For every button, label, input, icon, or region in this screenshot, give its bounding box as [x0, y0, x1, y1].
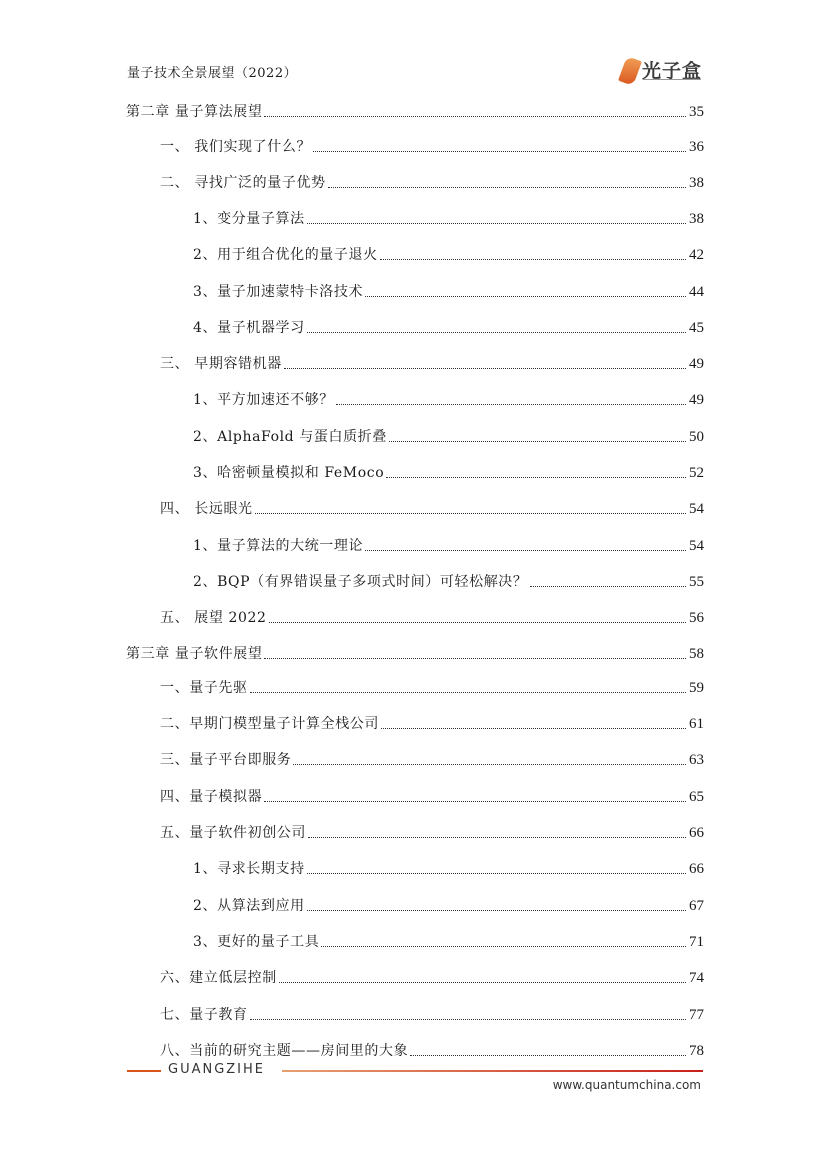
toc-entry[interactable] [160, 353, 704, 373]
toc-entry-label: 二、早期门模型量子计算全栈公司 [160, 716, 379, 732]
toc-entry-label: 1、平方加速还不够？ [193, 392, 334, 408]
toc-entry-page: 50 [689, 429, 704, 445]
toc-leader [389, 441, 686, 442]
toc-entry-page: 38 [689, 175, 704, 191]
toc-entry[interactable] [160, 172, 704, 192]
toc-entry[interactable] [193, 208, 704, 228]
toc-entry-label: 3、量子加速蒙特卡洛技术 [193, 284, 364, 300]
toc-entry-page: 44 [689, 284, 704, 300]
document-header-title: 量子技术全景展望（2022） [127, 66, 298, 81]
toc-entry[interactable] [193, 858, 704, 878]
toc-entry-page: 71 [689, 934, 704, 950]
toc-leader [264, 801, 686, 802]
toc-entry-label: 三、量子平台即服务 [160, 752, 292, 768]
toc-entry[interactable] [160, 607, 704, 627]
toc-entry-label: 二、 寻找广泛的量子优势 [160, 175, 326, 191]
toc-entry-label: 第二章 量子算法展望 [126, 104, 263, 120]
toc-entry[interactable] [160, 786, 704, 806]
toc-leader [410, 1055, 686, 1056]
footer-website-link[interactable]: www.quantumchina.com [552, 1078, 701, 1092]
toc-entry-page: 38 [689, 211, 704, 227]
toc-entry-page: 67 [689, 898, 704, 914]
toc-entry-page: 74 [689, 970, 704, 986]
toc-entry-label: 1、变分量子算法 [193, 211, 305, 227]
toc-entry[interactable] [160, 1004, 704, 1024]
footer-accent-line-left [127, 1070, 161, 1072]
toc-leader [381, 728, 686, 729]
brand-logo [622, 56, 704, 88]
toc-leader [250, 1019, 686, 1020]
toc-entry-label: 一、量子先驱 [160, 680, 248, 696]
toc-leader [307, 910, 686, 911]
toc-entry-page: 56 [689, 610, 704, 626]
toc-entry[interactable] [193, 931, 704, 951]
toc-entry-label: 3、哈密顿量模拟和 FeMoco [193, 465, 385, 481]
toc-entry-page: 36 [689, 139, 704, 155]
toc-entry-label: 2、AlphaFold 与蛋白质折叠 [193, 429, 387, 445]
toc-entry-label: 1、寻求长期支持 [193, 861, 305, 877]
toc-leader [307, 873, 686, 874]
toc-entry-page: 59 [689, 680, 704, 696]
toc-leader [336, 404, 686, 405]
toc-entry-page: 52 [689, 465, 704, 481]
footer-brand: GUANGZIHE [168, 1062, 266, 1077]
toc-entry[interactable] [193, 389, 704, 409]
toc-entry[interactable] [160, 967, 704, 987]
toc-leader [365, 550, 686, 551]
toc-leader [313, 151, 686, 152]
toc-entry[interactable] [193, 426, 704, 446]
toc-leader [530, 586, 687, 587]
toc-entry-page: 49 [689, 392, 704, 408]
toc-entry-label: 五、 展望 2022 [160, 610, 267, 626]
toc-entry-label: 四、量子模拟器 [160, 789, 263, 805]
toc-leader [264, 658, 686, 659]
toc-entry-label: 2、从算法到应用 [193, 898, 305, 914]
toc-entry-page: 55 [689, 574, 704, 590]
toc-entry-page: 77 [689, 1007, 704, 1023]
toc-entry[interactable] [193, 535, 704, 555]
toc-entry-label: 三、 早期容错机器 [160, 356, 282, 372]
toc-leader [269, 622, 686, 623]
toc-entry-page: 65 [689, 789, 704, 805]
toc-entry-label: 2、用于组合优化的量子退火 [193, 247, 378, 263]
toc-entry-page: 54 [689, 538, 704, 554]
toc-leader [321, 946, 686, 947]
toc-entry[interactable] [193, 244, 704, 264]
toc-entry-label: 1、量子算法的大统一理论 [193, 538, 364, 554]
toc-leader [279, 982, 686, 983]
toc-entry[interactable] [193, 571, 704, 591]
toc-entry-label: 一、 我们实现了什么？ [160, 139, 312, 155]
toc-entry-label: 2、BQP（有界错误量子多项式时间）可轻松解决？ [193, 574, 528, 590]
toc-leader [255, 513, 686, 514]
toc-leader [284, 368, 686, 369]
toc-entry[interactable] [193, 281, 704, 301]
toc-entry[interactable] [160, 136, 704, 156]
toc-entry-page: 61 [689, 716, 704, 732]
toc-entry[interactable] [160, 1040, 704, 1060]
toc-entry-page: 49 [689, 356, 704, 372]
logo-underline [643, 79, 701, 82]
toc-entry[interactable] [160, 498, 704, 518]
logo-text: 光子盒 [642, 60, 703, 82]
toc-entry-label: 五、量子软件初创公司 [160, 825, 306, 841]
toc-leader [380, 259, 686, 260]
toc-entry-page: 45 [689, 320, 704, 336]
toc-entry[interactable] [160, 713, 704, 733]
toc-entry-label: 七、量子教育 [160, 1007, 248, 1023]
footer-accent-line-right [282, 1070, 703, 1072]
toc-entry-label: 四、 长远眼光 [160, 501, 253, 517]
toc-entry-page: 66 [689, 825, 704, 841]
toc-entry-page: 54 [689, 501, 704, 517]
toc-entry-page: 66 [689, 861, 704, 877]
toc-entry[interactable] [160, 677, 704, 697]
toc-leader [250, 692, 686, 693]
toc-leader [293, 764, 686, 765]
toc-entry-page: 35 [689, 104, 704, 120]
toc-entry-label: 3、更好的量子工具 [193, 934, 320, 950]
toc-entry-chapter-3[interactable] [126, 643, 704, 663]
toc-leader [386, 477, 686, 478]
toc-entry[interactable] [160, 749, 704, 769]
toc-entry-label: 六、建立低层控制 [160, 970, 277, 986]
toc-entry-page: 42 [689, 247, 704, 263]
toc-entry-page: 63 [689, 752, 704, 768]
toc-entry-label: 八、当前的研究主题——房间里的大象 [160, 1043, 409, 1059]
toc-entry[interactable] [193, 317, 704, 337]
toc-entry[interactable] [160, 822, 704, 842]
toc-entry-page: 78 [689, 1043, 704, 1059]
toc-entry-page: 58 [689, 646, 704, 662]
logo-flame-icon [618, 56, 642, 86]
toc-leader [328, 187, 686, 188]
toc-leader [307, 223, 686, 224]
toc-entry[interactable] [193, 895, 704, 915]
toc-leader [307, 332, 686, 333]
toc-entry[interactable] [193, 462, 704, 482]
toc-entry-chapter-2[interactable] [126, 101, 704, 121]
toc-entry-label: 第三章 量子软件展望 [126, 646, 263, 662]
toc-leader [308, 837, 686, 838]
toc-leader [264, 116, 686, 117]
toc-entry-label: 4、量子机器学习 [193, 320, 305, 336]
toc-leader [365, 296, 686, 297]
